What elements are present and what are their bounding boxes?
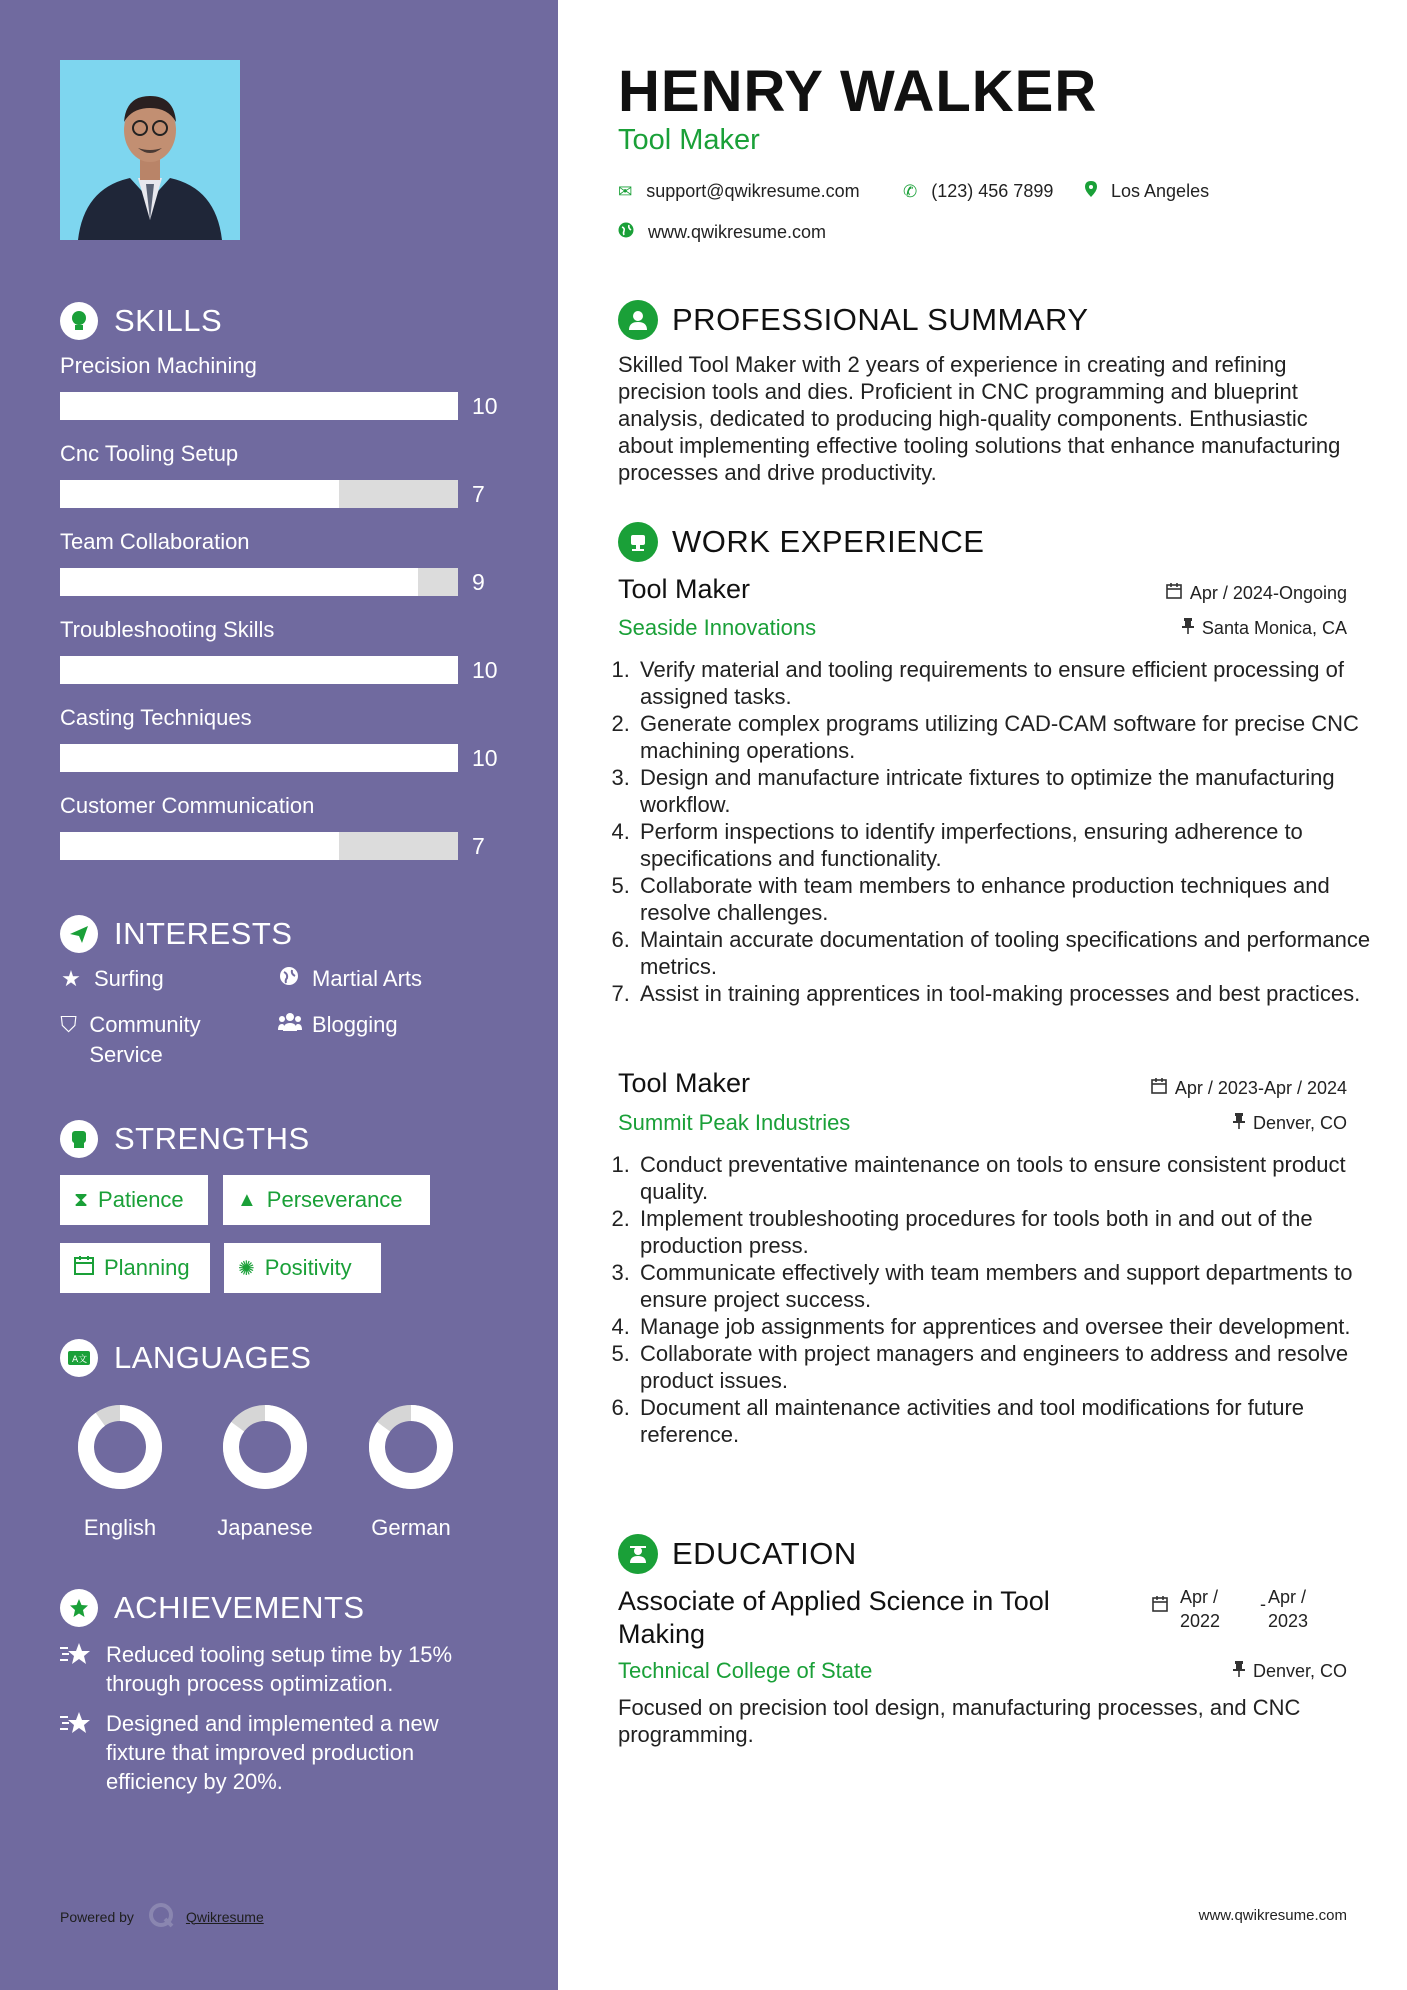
edu-start-date: Apr / 2022 [1180,1587,1221,1631]
language-item [346,1402,476,1541]
school-name: Technical College of State [618,1658,873,1683]
experience-title: WORK EXPERIENCE [672,524,985,559]
summary-title: PROFESSIONAL SUMMARY [672,302,1089,337]
phone-icon: ✆ [903,181,918,201]
skill-bar-fill [60,392,458,420]
powered-by [60,1902,264,1931]
languages-title: LANGUAGES [114,1340,312,1375]
language-icon [60,1339,98,1377]
skills-heading [60,302,222,340]
language-label: English [83,1515,157,1540]
stars-icon [60,1640,94,1698]
education-title: EDUCATION [672,1536,857,1571]
strengths-title: STRENGTHS [114,1121,310,1156]
contact-location [1085,181,1209,202]
company-name: Summit Peak Industries [618,1110,851,1135]
duty-item: 1. Verify material and tooling requirements to ensure efficient processing of assigned tasks. [636,656,1376,710]
job-dates-text: Apr / 2024-Ongoing [1189,583,1347,603]
map-pin-icon [1085,181,1097,202]
strength-badge [224,1243,381,1293]
calendar-icon [74,1255,94,1281]
skill-label: Precision Machining [60,353,257,378]
skill-value: 7 [472,833,485,859]
strengths-heading [60,1120,310,1158]
skill-bar-fill [60,656,458,684]
duty-item: 2. Implement troubleshooting procedures for tools both in and out of the production press. [636,1205,1376,1259]
pushpin-icon [1233,1113,1245,1134]
job-dates [1166,583,1347,604]
skill-bar [60,568,458,596]
skill-bar-fill [60,480,339,508]
skill-value: 7 [472,481,485,507]
language-donut [220,1402,310,1492]
job-dates [1151,1078,1347,1099]
edu-description: Focused on precision tool design, manufacturing processes, and CNC programming. [618,1695,1301,1747]
strength-label: Patience [98,1187,184,1212]
duty-item: 3. Design and manufacture intricate fixtures to optimize the manufacturing workflow. [636,764,1376,818]
road-icon: ▲ [237,1188,257,1211]
pushpin-icon [1182,618,1194,639]
star-badge-icon [60,1589,98,1627]
contact-website [618,222,826,243]
job-duties [610,1151,1376,1448]
paper-plane-icon [60,915,98,953]
interest-item [60,1010,240,1070]
job-title: Tool Maker [618,574,751,604]
skill-value: 10 [472,657,498,683]
duty-item: 3. Communicate effectively with team members and support departments to ensure project success. [636,1259,1376,1313]
globe-icon [618,222,634,243]
footer-website[interactable]: www.qwikresume.com [1198,1907,1347,1924]
duty-item: 7. Assist in training apprentices in tool-making processes and best practices. [636,980,1376,1007]
interests-heading [60,915,292,953]
interest-label: Blogging [312,1012,398,1037]
hourglass-icon: ⧗ [74,1188,89,1211]
education-heading [618,1534,857,1574]
language-donut [366,1402,456,1492]
strength-badge [60,1243,210,1293]
lightbulb-icon [60,302,98,340]
edu-location-text: Denver, CO [1252,1661,1347,1681]
strength-label: Positivity [264,1255,352,1280]
location-text: Los Angeles [1111,181,1210,201]
language-item [200,1402,330,1541]
duty-item: 5. Collaborate with team members to enhance production techniques and resolve challenges. [636,872,1376,926]
skill-label: Team Collaboration [60,529,250,554]
achievements-title: ACHIEVEMENTS [114,1590,365,1625]
skill-label: Cnc Tooling Setup [60,441,239,466]
job-title: Tool Maker [618,1068,751,1098]
duty-item: 6. Document all maintenance activities and tool modifications for future reference. [636,1394,1376,1448]
profile-photo [60,60,240,240]
candidate-role: Tool Maker [618,124,760,156]
duty-item: 5. Collaborate with project managers and engineers to address and resolve product issues. [636,1340,1376,1394]
pushpin-icon [1233,1661,1245,1682]
calendar-icon [1152,1596,1168,1617]
skill-bar [60,744,458,772]
summary-text: Skilled Tool Maker with 2 years of experience in creating and refining precision tools and dies. Proficient in CNC programming and blueprint analysis, dedicated to producing high-quality components. Enthusiastic about implementing effective tooling solutions that enhance manufacturing processes and drive productivity. [618,352,1341,485]
user-icon [618,300,658,340]
qwikresume-link[interactable]: Qwikresume [185,1908,264,1925]
language-donut [75,1402,165,1492]
skill-label: Customer Communication [60,793,315,818]
language-item [55,1402,185,1541]
phone-text: (123) 456 7899 [931,181,1054,201]
interest-item [278,964,422,994]
sidebar [0,0,558,1990]
interests-title: INTERESTS [114,916,293,951]
summary-heading [618,300,1089,340]
skill-bar-fill [60,832,339,860]
stars-icon [60,1709,94,1796]
interest-item [60,964,164,994]
skill-bar-fill [60,568,418,596]
edu-date-separator: - [1260,1594,1266,1614]
envelope-icon: ✉ [618,181,633,201]
briefcase-icon [618,522,658,562]
job-location-text: Denver, CO [1252,1113,1347,1133]
strength-label: Planning [104,1255,190,1280]
calendar-icon [1166,583,1182,604]
language-label: Japanese [217,1515,313,1540]
skill-label: Troubleshooting Skills [60,617,275,642]
skill-bar [60,480,458,508]
achievement-item [60,1709,500,1796]
edu-end-date: Apr / 2023 [1268,1587,1309,1631]
fist-icon [60,1120,98,1158]
company-name: Seaside Innovations [618,615,817,640]
strength-badge [223,1175,430,1225]
website-text[interactable]: www.qwikresume.com [648,222,827,242]
email-text[interactable]: support@qwikresume.com [646,181,860,201]
globe-icon [278,964,300,994]
achievement-text: Reduced tooling setup time by 15% through process optimization. [106,1642,453,1696]
language-label: German [371,1515,451,1540]
duty-item: 4. Manage job assignments for apprentices and oversee their development. [636,1313,1376,1340]
powered-by-label: Powered by [60,1908,134,1925]
interest-label: Surfing [94,966,164,991]
duty-item: 4. Perform inspections to identify imperfections, ensuring adherence to specifications and functionality. [636,818,1376,872]
skill-bar [60,392,458,420]
calendar-icon [1151,1078,1167,1099]
skill-bar [60,832,458,860]
svg-text:A文: A文 [72,1355,88,1365]
interest-label: Martial Arts [312,966,423,991]
skill-bar-fill [60,744,458,772]
achievement-item [60,1640,500,1698]
contact-phone [903,181,1053,202]
star-icon: ★ [61,966,81,991]
candidate-name: HENRY WALKER [618,59,1098,124]
edu-location [1233,1661,1347,1682]
strength-badge [60,1175,208,1225]
job-location [1233,1113,1347,1134]
job-duties [610,656,1376,1007]
skill-value: 10 [472,393,498,419]
users-icon [278,1010,300,1040]
interest-label: Community Service [89,1012,201,1067]
degree-title: Associate of Applied Science in Tool Making [618,1586,1050,1649]
achievement-text: Designed and implemented a new fixture that improved production efficiency by 20%. [106,1711,439,1794]
job-location [1182,618,1347,639]
strength-label: Perseverance [266,1187,403,1212]
skill-bar [60,656,458,684]
skill-value: 10 [472,745,498,771]
contact-email [618,181,860,202]
experience-heading [618,522,984,562]
qwikresume-logo-icon [148,1902,174,1931]
interest-item [278,1010,398,1040]
skill-label: Casting Techniques [60,705,252,730]
duty-item: 1. Conduct preventative maintenance on tools to ensure consistent product quality. [636,1151,1376,1205]
shield-icon: ⛉ [60,1012,77,1037]
achievements-heading [60,1589,365,1627]
skill-value: 9 [472,569,485,595]
duty-item: 6. Maintain accurate documentation of tooling specifications and performance metrics. [636,926,1376,980]
skills-title: SKILLS [114,303,223,338]
job-dates-text: Apr / 2023-Apr / 2024 [1174,1078,1347,1098]
graduate-icon [618,1534,658,1574]
job-location-text: Santa Monica, CA [1201,618,1347,638]
duty-item: 2. Generate complex programs utilizing CAD-CAM software for precise CNC machining operations. [636,710,1376,764]
languages-heading [60,1339,311,1377]
sun-icon: ✺ [238,1257,255,1280]
